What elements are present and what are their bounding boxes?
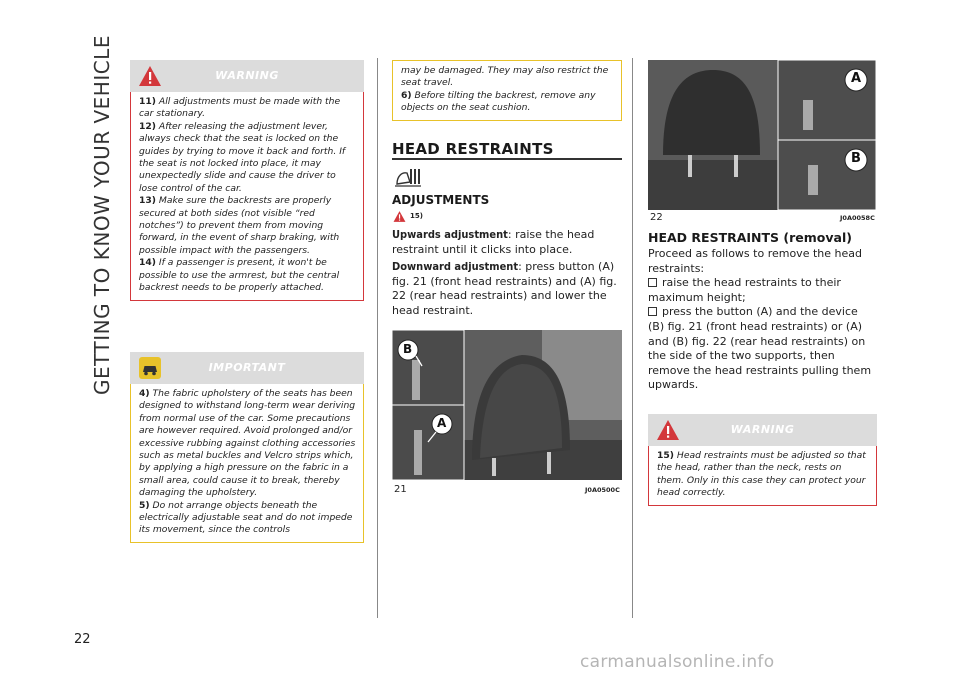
bullet-text: raise the head restraints to their maximum height; [648,276,841,304]
rear-head-restraint-illustration [648,60,876,210]
warning-item [139,96,357,121]
item-number: 5) [139,499,150,511]
warning-box-header [130,60,364,92]
important-box [130,352,364,543]
warning-box-header [648,414,877,446]
item-text: If a passenger is present, it won't be possible to use the armrest, but the central backrest needs to be properly attached. [139,257,340,294]
continued-text: may be damaged. They may also restrict the seat travel. [401,65,609,89]
warning-box-body [648,446,877,506]
item-text: The fabric upholstery of the seats has been designed to withstand long-term wear deriving from normal use of the car. Some precautions are however required. Avoid prolonged and/or excessive rubbing against clothing accessories such as metal buckles and Velcro strips which, by applying a high pressure on the fabric in a small area, could cause it to break, thereby damaging the upholstery. [139,388,356,499]
subsection-title-adjustments: ADJUSTMENTS [392,193,490,207]
front-head-restraint-illustration [392,330,622,480]
important-box-header [130,352,364,384]
item-text: Before tilting the backrest, remove any objects on the seat cushion. [401,89,596,114]
warning-box-title: WARNING [730,423,795,436]
figure-21-label-a: A [437,416,447,430]
item-number: 4) [139,388,150,399]
item-text: All adjustments must be made with the car stationary. [139,96,341,120]
warning-item [139,121,357,195]
warning-ref-icon [393,210,406,223]
removal-intro: Proceed as follows to remove the head restraints: [648,247,862,275]
warning-item [657,450,870,500]
adjustment-text [392,228,624,319]
warning-box-body [130,92,364,301]
item-text: Do not arrange objects beneath the electrically adjustable seat and do not impede its movement, since the controls [139,499,353,536]
important-box-body [130,384,364,543]
column-divider-2 [632,58,633,618]
upwards-label: Upwards adjustment [392,228,508,241]
item-number: 6) [401,89,412,101]
ref-marker: 15) [410,212,423,220]
figure-22-image [648,60,876,210]
chapter-title: GETTING TO KNOW YOUR VEHICLE [90,35,114,395]
warning-box [130,60,364,301]
item-number: 13) [139,195,156,207]
figure-21-label-b: B [403,342,413,356]
downwards-paragraph [392,260,624,318]
item-text: After releasing the adjustment lever, always check that the seat is locked on the guides by trying to move it back and forth. If the seat is not locked into place, it may unexpectedly slide and cause the driver to lose control of the car. [139,120,346,194]
warning-item [139,195,357,257]
column-divider-1 [377,58,378,618]
item-number: 15) [657,450,674,461]
upwards-text: : raise the head restraint until it clicks into place. [392,228,595,256]
important-box-title: IMPORTANT [208,361,286,374]
removal-bullet [648,276,876,305]
important-item [401,90,615,115]
figure-21-image [392,330,622,480]
important-item [139,388,357,500]
section-rule [392,158,622,160]
watermark: carmanualsonline.info [580,652,775,672]
item-number: 14) [139,257,156,269]
item-number: 11) [139,96,156,107]
item-text: Head restraints must be adjusted so that the head, rather than the neck, rests on them. Only in this case they can protect your head correctly. [657,450,866,499]
downwards-label: Downward adjustment [392,260,519,274]
downwards-text: : press button (A) fig. 21 (front head restraints) and (A) fig. 22 (rear head restraints) and lower the head restraint. [392,260,617,317]
page-number: 22 [74,632,91,647]
upwards-paragraph [392,228,624,257]
checkbox-bullet-icon [648,307,657,316]
figure-22-number: 22 [650,212,663,223]
bullet-text: press the button (A) and the device (B) fig. 21 (front head restraints) or (A) and (B) fig. 22 (rear head restraints) on the side of the two supports, then remove the head restraints pulling them upwards. [648,305,872,392]
figure-21-code: J0A0500C [585,486,620,494]
item-number: 12) [139,120,156,132]
figure-22-label-a: A [851,71,862,86]
head-restraint-icon [393,166,423,188]
section-title-removal: HEAD RESTRAINTS (removal) [648,230,852,245]
checkbox-bullet-icon [648,278,657,287]
figure-22-code: J0A0058C [840,214,875,222]
figure-21-number: 21 [394,484,407,495]
continued-important-box [392,60,622,121]
warning-box-title: WARNING [215,69,279,82]
removal-bullet [648,305,876,393]
figure-22-label-b: B [851,151,861,166]
warning-box-2 [648,414,877,506]
continued-box-body [392,60,622,121]
warning-item [139,257,357,294]
section-title-head-restraints: HEAD RESTRAINTS [392,140,554,158]
removal-text [648,247,876,393]
important-item [139,500,357,537]
item-text: Make sure the backrests are properly secured at both sides (not visible “red notches”) to prevent them from moving forward, in the event of sharp braking, with possible impact with the passengers. [139,195,340,256]
